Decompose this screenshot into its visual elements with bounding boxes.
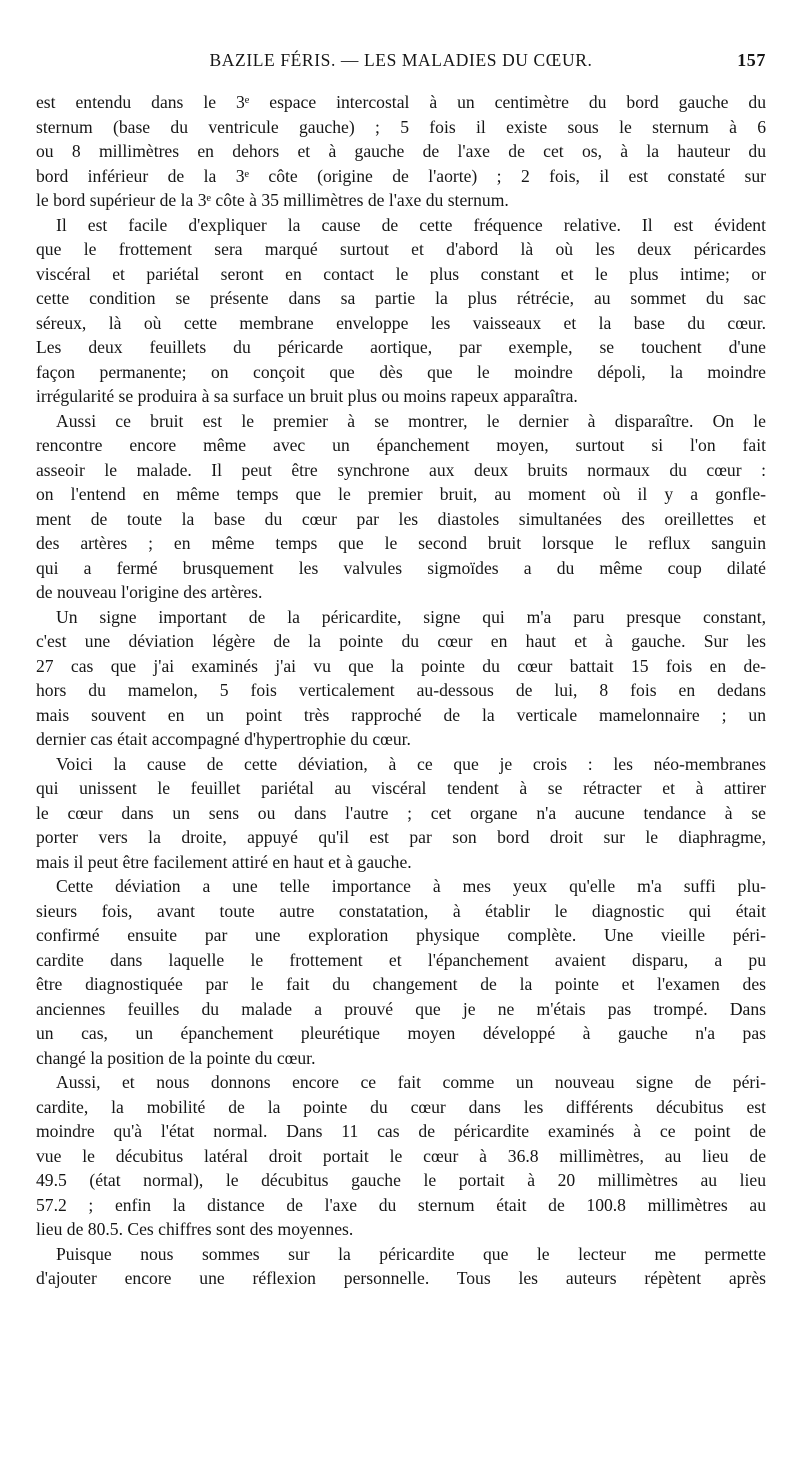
paragraph: [36, 1070, 766, 1242]
text-line: séreux, là où cette membrane enveloppe les vaisseaux et la base du cœur.: [36, 312, 766, 333]
text-line: un cas, un épanchement pleurétique moyen développé à gauche n'a pas: [36, 1023, 766, 1043]
text-line: c'est une déviation légère de la pointe du cœur en haut et à gauche. Sur les: [36, 631, 766, 651]
text-line: être diagnostiquée par le fait du changement de la pointe et l'examen des: [36, 974, 766, 994]
text-line: d'ajouter encore une réflexion personnelle. Tous les auteurs répètent après: [36, 1268, 766, 1288]
text-line: mais il peut être facilement attiré en haut et à gauche.: [36, 851, 412, 872]
text-line: 49.5 (état normal), le décubitus gauche le portait à 20 millimètres au lieu: [36, 1170, 766, 1190]
text-line: anciennes feuilles du malade a prouvé que je ne m'étais pas trompé. Dans: [36, 998, 766, 1019]
text-line: hors du mamelon, 5 fois verticalement au-dessous de lui, 8 fois en dedans: [36, 680, 766, 700]
text-line: des artères ; en même temps que le second bruit lorsque le reflux sanguin: [36, 533, 766, 553]
text-line: porter vers la droite, appuyé qu'il est par son bord droit sur le diaphragme,: [36, 827, 766, 847]
paragraph: [36, 752, 766, 875]
text-line: dernier cas était accompagné d'hypertrophie du cœur.: [36, 729, 411, 749]
text-line: façon permanente; on conçoit que dès que le moindre dépoli, la moindre: [36, 361, 766, 382]
book-page: [36, 50, 766, 1291]
text-line: Un signe important de la péricardite, signe qui m'a paru presque constant,: [56, 606, 766, 627]
running-header: [36, 50, 766, 90]
text-line: Il est facile d'expliquer la cause de cette fréquence relative. Il est évident: [56, 214, 766, 235]
text-line: irrégularité se produira à sa surface un bruit plus ou moins rapeux apparaîtra.: [36, 386, 578, 406]
text-line: Puisque nous sommes sur la péricardite que le lecteur me permette: [56, 1243, 766, 1264]
text-line: ou 8 millimètres en dehors et à gauche de l'axe de cet os, à la hauteur du: [36, 141, 766, 161]
text-line: ment de toute la base du cœur par les diastoles simultanées des oreillettes et: [36, 508, 766, 529]
text-line: lieu de 80.5. Ces chiffres sont des moyennes.: [36, 1219, 354, 1239]
body-text: [36, 90, 766, 1291]
paragraph: [36, 409, 766, 605]
text-line: Voici la cause de cette déviation, à ce que je crois : les néo-membranes: [56, 753, 766, 774]
text-line: qui a fermé brusquement les valvules sigmoïdes a du même coup dilaté: [36, 557, 766, 578]
text-line: 27 cas que j'ai examinés j'ai vu que la pointe du cœur battait 15 fois en de-: [36, 655, 766, 676]
page-number: 157: [737, 50, 766, 70]
text-line: Les deux feuillets du péricarde aortique, par exemple, se touchent d'une: [36, 337, 766, 357]
text-line: qui unissent le feuillet pariétal au viscéral tendent à se rétracter et à attirer: [36, 778, 766, 798]
text-line: asseoir le malade. Il peut être synchrone aux deux bruits normaux du cœur :: [36, 459, 766, 480]
paragraph: [36, 605, 766, 752]
text-line: moindre qu'à l'état normal. Dans 11 cas de péricardite examinés à ce point de: [36, 1121, 766, 1141]
text-line: est entendu dans le 3ᵉ espace intercostal à un centimètre du bord gauche du: [36, 92, 766, 112]
text-line: sieurs fois, avant toute autre constatation, à établir le diagnostic qui était: [36, 900, 766, 921]
paragraph: [36, 874, 766, 1070]
running-title: BAZILE FÉRIS. — LES MALADIES DU CŒUR.: [209, 50, 593, 70]
text-line: que le frottement sera marqué surtout et d'abord là où les deux péricardes: [36, 239, 766, 259]
text-line: 57.2 ; enfin la distance de l'axe du sternum était de 100.8 millimètres au: [36, 1194, 766, 1215]
text-line: le bord supérieur de la 3ᵉ côte à 35 millimètres de l'axe du sternum.: [36, 190, 509, 210]
text-line: cardite, la mobilité de la pointe du cœur dans les différents décubitus est: [36, 1096, 766, 1117]
text-line: changé la position de la pointe du cœur.: [36, 1047, 316, 1068]
text-line: bord inférieur de la 3ᵉ côte (origine de l'aorte) ; 2 fois, il est constaté sur: [36, 165, 766, 186]
paragraph: [36, 1242, 766, 1291]
text-line: Aussi ce bruit est le premier à se montrer, le dernier à disparaître. On le: [56, 410, 766, 431]
text-line: le cœur dans un sens ou dans l'autre ; cet organe n'a aucune tendance à se: [36, 802, 766, 823]
text-line: cette condition se présente dans sa partie la plus rétrécie, au sommet du sac: [36, 288, 766, 308]
text-line: mais souvent en un point très rapproché de la verticale mamelonnaire ; un: [36, 704, 766, 725]
text-line: on l'entend en même temps que le premier bruit, au moment où il y a gonfle-: [36, 484, 766, 504]
text-line: cardite dans laquelle le frottement et l'épanchement avaient disparu, a pu: [36, 949, 766, 970]
text-line: Cette déviation a une telle importance à mes yeux qu'elle m'a suffi plu-: [56, 876, 766, 896]
text-line: de nouveau l'origine des artères.: [36, 582, 263, 602]
text-line: vue le décubitus latéral droit portait le cœur à 36.8 millimètres, au lieu de: [36, 1145, 766, 1166]
text-line: sternum (base du ventricule gauche) ; 5 fois il existe sous le sternum à 6: [36, 116, 766, 137]
text-line: rencontre encore même avec un épanchement moyen, surtout si l'on fait: [36, 435, 766, 455]
paragraph: [36, 213, 766, 409]
text-line: Aussi, et nous donnons encore ce fait comme un nouveau signe de péri-: [56, 1072, 766, 1092]
text-line: viscéral et pariétal seront en contact le plus constant et le plus intime; or: [36, 263, 766, 284]
paragraph: [36, 90, 766, 213]
text-line: confirmé ensuite par une exploration physique complète. Une vieille péri-: [36, 925, 766, 945]
